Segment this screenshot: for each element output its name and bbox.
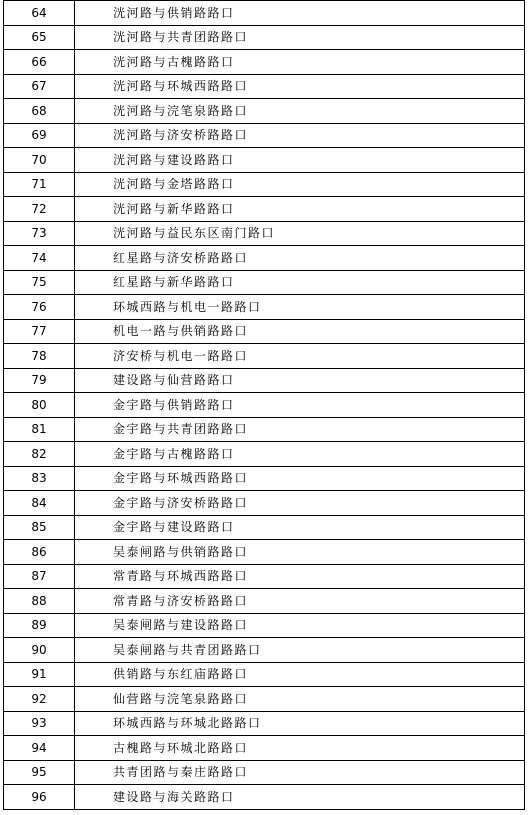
intersection-table [3,0,525,810]
intersection-name-cell: 洸河路与环城西路路口 [75,74,525,99]
intersection-name-cell: 仙营路与浣笔泉路路口 [75,687,525,712]
row-number-cell: 65 [4,25,75,50]
intersection-name-cell: 金宇路与环城西路路口 [75,466,525,491]
row-number-cell: 85 [4,515,75,540]
row-number-cell: 93 [4,711,75,736]
intersection-name-cell: 洸河路与新华路路口 [75,197,525,222]
table-row [4,172,525,197]
intersection-name-cell: 建设路与海关路路口 [75,785,525,810]
row-number-cell: 77 [4,319,75,344]
table-row [4,736,525,761]
table-row [4,540,525,565]
table-row [4,564,525,589]
intersection-name-cell: 古槐路与环城北路路口 [75,736,525,761]
intersection-name-cell: 洸河路与金塔路路口 [75,172,525,197]
table-row [4,99,525,124]
row-number-cell: 86 [4,540,75,565]
intersection-name-cell: 吴泰闸路与供销路路口 [75,540,525,565]
row-number-cell: 74 [4,246,75,271]
table-row [4,638,525,663]
table-row [4,1,525,26]
intersection-name-cell: 洸河路与古槐路路口 [75,50,525,75]
row-number-cell: 90 [4,638,75,663]
intersection-table-container [3,0,525,810]
table-row [4,25,525,50]
table-row [4,785,525,810]
intersection-name-cell: 常青路与环城西路路口 [75,564,525,589]
table-row [4,123,525,148]
intersection-name-cell: 洸河路与益民东区南门路口 [75,221,525,246]
table-row [4,270,525,295]
intersection-name-cell: 金宇路与济安桥路路口 [75,491,525,516]
intersection-name-cell: 洸河路与浣笔泉路路口 [75,99,525,124]
table-row [4,393,525,418]
table-row [4,687,525,712]
table-row [4,613,525,638]
intersection-name-cell: 洸河路与共青团路路口 [75,25,525,50]
row-number-cell: 92 [4,687,75,712]
row-number-cell: 80 [4,393,75,418]
row-number-cell: 81 [4,417,75,442]
table-row [4,760,525,785]
row-number-cell: 70 [4,148,75,173]
intersection-name-cell: 洸河路与供销路路口 [75,1,525,26]
intersection-name-cell: 洸河路与建设路路口 [75,148,525,173]
table-row [4,344,525,369]
table-row [4,221,525,246]
row-number-cell: 96 [4,785,75,810]
row-number-cell: 84 [4,491,75,516]
intersection-name-cell: 机电一路与供销路路口 [75,319,525,344]
table-row [4,711,525,736]
intersection-name-cell: 金宇路与建设路路口 [75,515,525,540]
row-number-cell: 83 [4,466,75,491]
table-row [4,589,525,614]
table-body [4,1,525,810]
row-number-cell: 71 [4,172,75,197]
row-number-cell: 82 [4,442,75,467]
intersection-name-cell: 吴泰闸路与共青团路路口 [75,638,525,663]
intersection-name-cell: 环城西路与环城北路路口 [75,711,525,736]
intersection-name-cell: 红星路与济安桥路路口 [75,246,525,271]
table-row [4,442,525,467]
row-number-cell: 94 [4,736,75,761]
table-row [4,148,525,173]
intersection-name-cell: 环城西路与机电一路路口 [75,295,525,320]
row-number-cell: 75 [4,270,75,295]
row-number-cell: 68 [4,99,75,124]
intersection-name-cell: 红星路与新华路路口 [75,270,525,295]
row-number-cell: 91 [4,662,75,687]
table-row [4,319,525,344]
table-row [4,368,525,393]
table-row [4,662,525,687]
intersection-name-cell: 金宇路与共青团路路口 [75,417,525,442]
intersection-name-cell: 共青团路与秦庄路路口 [75,760,525,785]
intersection-name-cell: 供销路与东红庙路路口 [75,662,525,687]
table-row [4,515,525,540]
row-number-cell: 95 [4,760,75,785]
table-row [4,50,525,75]
row-number-cell: 73 [4,221,75,246]
row-number-cell: 76 [4,295,75,320]
intersection-name-cell: 济安桥与机电一路路口 [75,344,525,369]
row-number-cell: 87 [4,564,75,589]
row-number-cell: 64 [4,1,75,26]
intersection-name-cell: 吴泰闸路与建设路路口 [75,613,525,638]
table-row [4,74,525,99]
table-row [4,491,525,516]
row-number-cell: 78 [4,344,75,369]
row-number-cell: 88 [4,589,75,614]
table-row [4,246,525,271]
intersection-name-cell: 常青路与济安桥路路口 [75,589,525,614]
row-number-cell: 79 [4,368,75,393]
table-row [4,466,525,491]
row-number-cell: 67 [4,74,75,99]
intersection-name-cell: 洸河路与济安桥路路口 [75,123,525,148]
row-number-cell: 89 [4,613,75,638]
row-number-cell: 69 [4,123,75,148]
row-number-cell: 72 [4,197,75,222]
table-row [4,295,525,320]
table-row [4,197,525,222]
intersection-name-cell: 金宇路与供销路路口 [75,393,525,418]
intersection-name-cell: 建设路与仙营路路口 [75,368,525,393]
intersection-name-cell: 金宇路与古槐路路口 [75,442,525,467]
table-row [4,417,525,442]
row-number-cell: 66 [4,50,75,75]
